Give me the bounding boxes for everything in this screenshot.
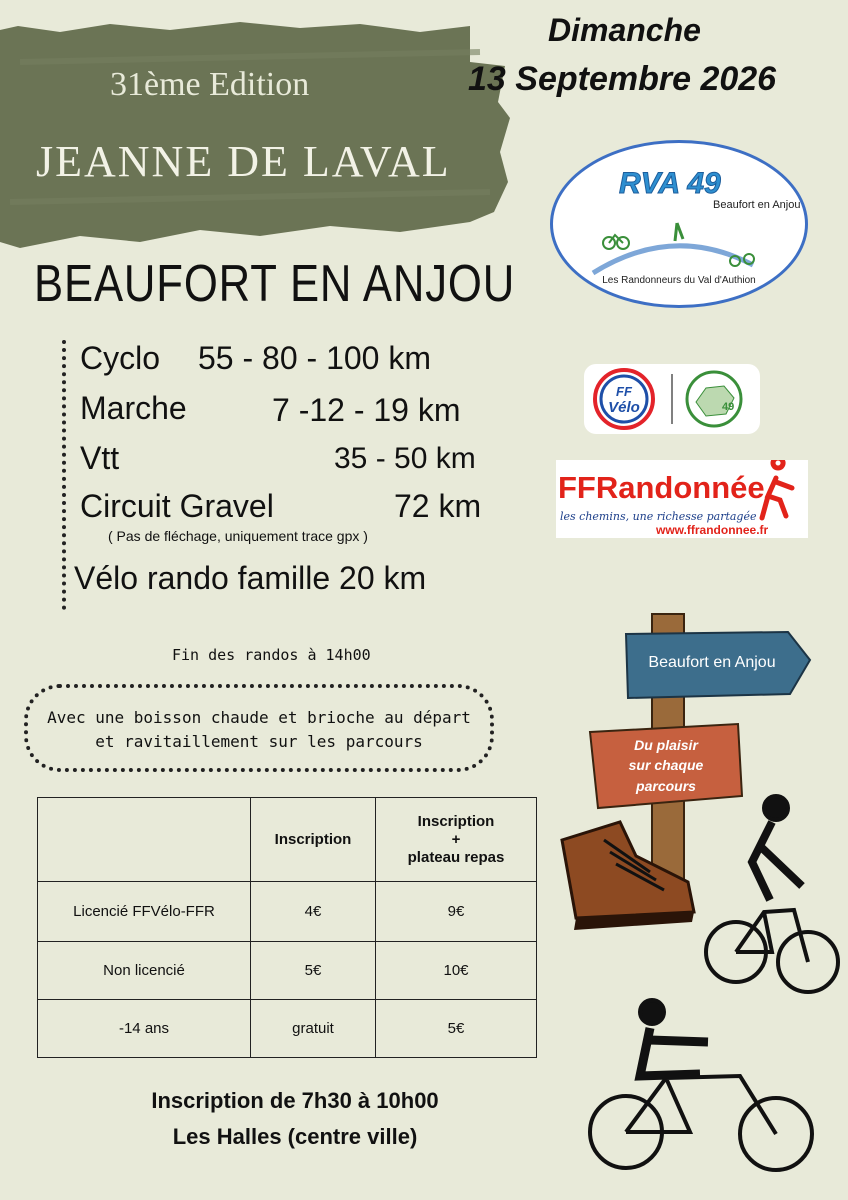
ffvelo-velo: Vélo <box>608 399 640 416</box>
table-cell-category: Non licencié <box>38 942 251 1000</box>
rva-club: Les Randonneurs du Val d'Authion <box>602 275 756 286</box>
date-full: 13 Septembre 2026 <box>468 60 777 98</box>
edition-label: 31ème Edition <box>110 66 310 103</box>
signpost-illustration <box>540 600 840 1200</box>
ffrando-name: FFRandonnée <box>558 470 765 505</box>
dotted-divider <box>62 340 66 610</box>
table-row <box>38 882 537 942</box>
sign-line-1: Du plaisir <box>634 737 698 753</box>
table-header-empty <box>38 798 251 882</box>
rva-title: RVA 49 <box>619 167 721 200</box>
activity-gravel-distances: 72 km <box>394 488 482 524</box>
activity-cyclo-name: Cyclo <box>80 340 161 376</box>
activity-gravel-name: Circuit Gravel <box>80 488 274 524</box>
activity-vtt-name: Vtt <box>80 440 120 476</box>
activity-marche-distances: 7 -12 - 19 km <box>272 392 461 428</box>
table-cell-category: Licencié FFVélo-FFR <box>38 882 251 942</box>
rva49-logo <box>550 140 808 308</box>
ffrando-tagline: les chemins, une richesse partagée <box>560 510 757 523</box>
table-header-inscription-meal: Inscription + plateau repas <box>376 798 537 882</box>
activity-vtt-distances: 35 - 50 km <box>334 442 476 475</box>
sign-line-3: parcours <box>636 778 696 794</box>
table-cell-price-meal: 9€ <box>376 882 537 942</box>
registration-hours: Inscription de 7h30 à 10h00 <box>151 1088 439 1113</box>
table-cell-price: 4€ <box>251 882 376 942</box>
table-cell-price-meal: 10€ <box>376 942 537 1000</box>
end-time: Fin des randos à 14h00 <box>172 646 371 664</box>
table-row <box>38 942 537 1000</box>
table-cell-category: -14 ans <box>38 1000 251 1058</box>
refreshments-text: Avec une boisson chaude et brioche au départ et ravitaillement sur les parcours <box>47 708 471 751</box>
event-name: JEANNE DE LAVAL <box>36 137 451 186</box>
registration-place: Les Halles (centre ville) <box>172 1124 418 1149</box>
gravel-note: ( Pas de fléchage, uniquement trace gpx ) <box>108 528 368 544</box>
ffvelo-badge-num: 49 <box>722 401 735 413</box>
activity-family-ride: Vélo rando famille 20 km <box>74 560 427 596</box>
table-cell-price-meal: 5€ <box>376 1000 537 1058</box>
ffvelo-logo <box>584 364 760 434</box>
price-table <box>37 797 537 1058</box>
arrow-sign-text: Beaufort en Anjou <box>648 654 776 671</box>
table-cell-price: 5€ <box>251 942 376 1000</box>
town-title: BEAUFORT EN ANJOU <box>34 255 516 313</box>
table-cell-price: gratuit <box>251 1000 376 1058</box>
ffrando-url: www.ffrandonnee.fr <box>656 523 769 537</box>
ffvelo-ff: FF <box>616 384 632 399</box>
cyclist-icon <box>706 796 838 992</box>
table-row <box>38 1000 537 1058</box>
ffrandonnee-logo <box>556 460 808 538</box>
rva-sub: Beaufort en Anjou <box>713 199 801 211</box>
sign-line-2: sur chaque <box>628 757 704 773</box>
mountain-biker-icon <box>590 1000 812 1170</box>
table-header-inscription: Inscription <box>251 798 376 882</box>
date-day: Dimanche <box>548 12 701 48</box>
activity-marche-name: Marche <box>80 390 187 426</box>
activity-cyclo-distances: 55 - 80 - 100 km <box>198 340 431 376</box>
